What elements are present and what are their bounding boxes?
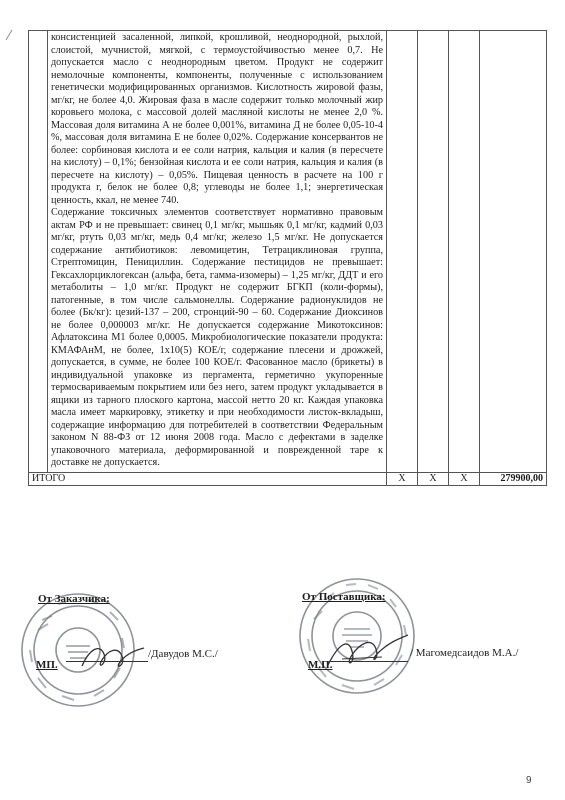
total-x-cell: X [387, 472, 418, 485]
customer-signature-icon [78, 640, 148, 676]
page-number: 9 [526, 775, 532, 786]
empty-cell [480, 31, 547, 473]
empty-cell [418, 31, 449, 473]
description-cell [48, 31, 387, 473]
total-sum: 279900,00 [480, 472, 547, 485]
supplier-mp-label: М.П. [308, 659, 333, 671]
total-x-cell: X [418, 472, 449, 485]
scan-corner-mark [4, 28, 14, 42]
supplier-signature-icon [322, 625, 412, 675]
total-x-cell: X [449, 472, 480, 485]
description-paragraph: консистенцией засаленной, липкой, крошливой, неоднородной, рыхлой, слоистой, мучнистой, мягкой, с термоустойчивостью менее 0,7. Не допускается масло с неоднородным цветом. Продукт не содержит немолочные компоненты, компоненты, полученные с использованием генетически модифицированных организмов. Кислотность жировой фазы, мг/кг, не более 4,0. Жировая фаза в масле содержит только молочный жир коровьего молока, с массовой долей масляной кислоты не менее 2,0 %. Массовая доля витамина А не более 0,001%, витамина Д не более 0,05-10-4 %, массовая доля витамина Е не более 0,02%. Содержание консервантов не более: сорбиновая кислота и ее соли натрия, кальция и калия (в пересчете на кислоту) – 0,1%; бензойная кислота и ее соли натрия, кальция и калия (в пересчете на кислоту) – 0,05%. Пищевая ценность в расчете на 100 г продукта г, белок не более 0,8; углеводы не более 1,1; энергетическая ценность, ккал, не менее 740. [51, 32, 383, 206]
empty-cell [387, 31, 418, 473]
description-paragraph: Содержание токсичных элементов соответствует нормативно правовым актам РФ и не превышает: свинец 0,1 мг/кг, мышьяк 0,1 мг/кг, кадмий 0,03 мг/кг, ртуть 0,03 мг/кг, медь 0,4 мг/кг, железо 1,5 мг/кг. Не допускается содержание антибиотиков: левомицетин, Тетрациклиновая группа, Стрептомицин, Пенициллин. Содержание пестицидов не превышает: Гексахлорциклогексан (альфа, бета, гамма-изомеры) – 1,25 мг/кг, ДДТ и его метаболиты – 1,0 мг/кг. Продукт не содержит БГКП (коли-формы), патогенные, в том числе сальмонеллы. Содержание радионуклидов не более (Бк/кг): цезий-137 – 200, стронций-90 – 60. Содержание Диоксинов не более 0,000003 мг/кг. Не допускается содержание Микотоксинов: Афлатоксина М1 более 0,0005. Микробиологические показатели продукта: КМАФАнМ, не более, 1х10(5) КОЕ/г, содержание плесени и дрожжей, допускается, в сумме, не более 100 КОЕ/г. Фасованное масло (брикеты) в индивидуальной упаковке из пергамента, герметично укупоренные термосвариваемым покрытием или без него, затем продукт укладывается в ящики из тарного плоского картона, массой нетто 20 кг. Каждая упаковка масла имеет маркировку, этикетку и при необходимости листок-вкладыш, содержащие информацию для потребителей в соответствии Федеральным законом N 88-ФЗ от 12 июня 2008 года. Масло с дефектами в заделке упаковочного материала, деформированной и поврежденной таре к доставке не допускается. [51, 207, 383, 468]
specification-table [28, 30, 547, 486]
customer-mp-label: МП. [36, 659, 58, 671]
customer-signature-line [66, 661, 148, 662]
row-number-cell [29, 31, 48, 473]
total-row [29, 472, 547, 485]
supplier-signature-title: От Поставщика: [302, 591, 386, 603]
supplier-name: / Магомедсаидов М.А./ [410, 647, 519, 659]
customer-name: /Давудов М.С./ [148, 648, 218, 660]
total-label: ИТОГО [29, 472, 387, 485]
supplier-signature-line [330, 661, 408, 662]
empty-cell [449, 31, 480, 473]
customer-signature-title: От Заказчика: [38, 593, 110, 605]
table-row [29, 31, 547, 473]
